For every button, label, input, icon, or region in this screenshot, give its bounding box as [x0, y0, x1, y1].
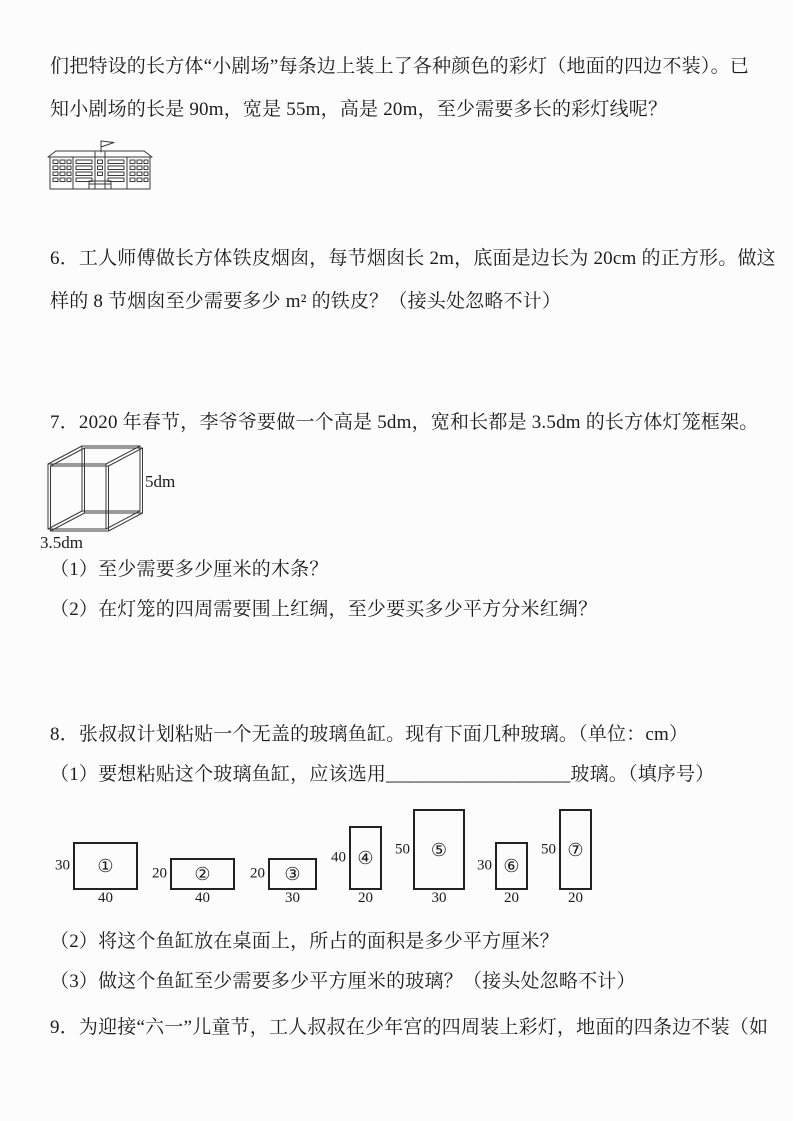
- glass-1-width-label: 40: [98, 890, 113, 906]
- school-building-icon: [47, 138, 153, 191]
- glass-4-width-label: 20: [358, 890, 373, 906]
- glass-5-number: ⑤: [430, 839, 448, 860]
- glass-6-width-label: 20: [504, 890, 519, 906]
- problem-9-text: 9．为迎接“六一”儿童节，工人叔叔在少年宫的四周装上彩灯，地面的四条边不装（如: [50, 1017, 769, 1038]
- problem-8-question-2: （2）将这个鱼缸放在桌面上，所占的面积是多少平方厘米？: [50, 931, 559, 952]
- lantern-frame-figure: [36, 438, 186, 553]
- problem-5-text-line-1: 们把特设的长方体“小剧场”每条边上装上了各种颜色的彩灯（地面的四边不装）。已: [50, 56, 749, 77]
- glass-3-height-label: 20: [250, 865, 265, 882]
- problem-8-question-3: （3）做这个鱼缸至少需要多少平方厘米的玻璃？（接头处忽略不计）: [50, 971, 636, 992]
- problem-8-question-1: （1）要想粘贴这个玻璃鱼缸，应该选用___________________玻璃。（填序号）: [50, 764, 715, 785]
- glass-pane-7: [541, 809, 592, 906]
- glass-6-height-label: 30: [477, 857, 492, 874]
- glass-panes-figure: [0, 800, 793, 918]
- glass-pane-2: [152, 858, 235, 906]
- cuboid-width-label: 3.5dm: [40, 533, 83, 552]
- glass-4-number: ④: [357, 848, 374, 868]
- glass-5-height-label: 50: [395, 841, 410, 857]
- problem-7-text: 7．2020 年春节，李爷爷要做一个高是 5dm，宽和长都是 3.5dm 的长方体灯笼框架。: [50, 412, 759, 433]
- glass-3-width-label: 30: [285, 890, 300, 906]
- glass-7-height-label: 50: [541, 841, 556, 857]
- glass-pane-6: [477, 842, 528, 906]
- glass-2-height-label: 20: [152, 865, 167, 882]
- glass-7-width-label: 20: [568, 890, 583, 906]
- glass-2-width-label: 40: [195, 890, 210, 906]
- glass-1-height-label: 30: [55, 857, 70, 874]
- glass-pane-3: [250, 858, 317, 906]
- glass-1-number: ①: [97, 856, 114, 876]
- cuboid-height-label: 5dm: [145, 472, 176, 491]
- glass-2-number: ②: [194, 864, 211, 884]
- problem-7-question-2: （2）在灯笼的四周需要围上红绸，至少要买多少平方分米红绸？: [50, 599, 598, 620]
- glass-pane-1: [55, 842, 138, 906]
- glass-6-number: ⑥: [503, 856, 520, 876]
- glass-pane-5: [395, 809, 465, 906]
- glass-3-number: ③: [284, 864, 301, 884]
- glass-7-number: ⑦: [567, 839, 584, 860]
- problem-5-text-line-2: 知小剧场的长是 90m，宽是 55m，高是 20m，至少需要多长的彩灯线呢？: [50, 99, 668, 120]
- problem-7-question-1: （1）至少需要多少厘米的木条？: [50, 559, 329, 580]
- glass-4-height-label: 40: [331, 849, 346, 866]
- glass-5-width-label: 30: [431, 890, 447, 906]
- problem-6-text-line-1: 6．工人师傅做长方体铁皮烟囱，每节烟囱长 2m，底面是边长为 20cm 的正方形。做这: [50, 248, 776, 269]
- problem-6-text-line-2: 样的 8 节烟囱至少需要多少 m² 的铁皮？（接头处忽略不计）: [50, 291, 562, 312]
- glass-pane-4: [331, 826, 382, 906]
- problem-8-text: 8．张叔叔计划粘贴一个无盖的玻璃鱼缸。现有下面几种玻璃。（单位：cm）: [50, 724, 689, 745]
